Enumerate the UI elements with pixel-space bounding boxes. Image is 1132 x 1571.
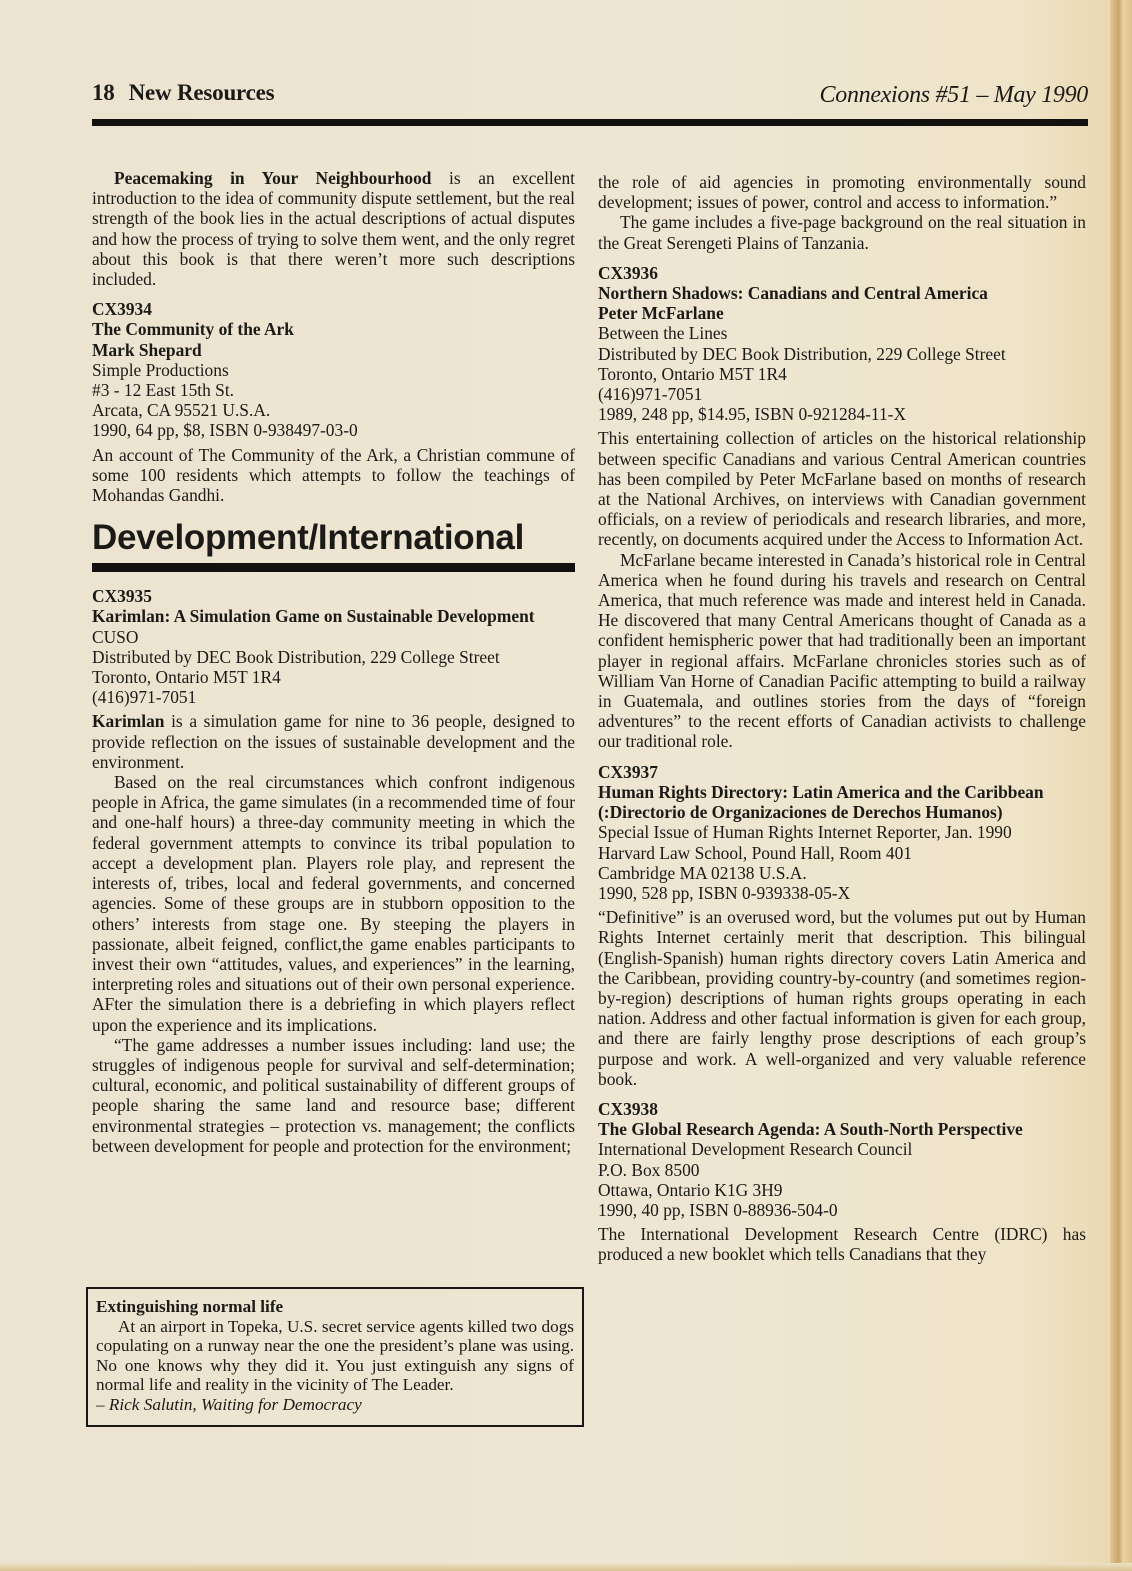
section-rule [92,563,575,572]
section-heading: Development/International [92,518,525,558]
entry-details: 1990, 64 pp, $8, ISBN 0-938497-03-0 [92,420,358,441]
entry-author: Peter McFarlane [598,303,724,324]
header-rule [92,119,1088,126]
entry-description: An account of The Community of the Ark, a Christian commune of some 100 residents which attempts to follow the teachings of Mohandas Gandhi. [92,444,575,506]
intro-paragraph: Peacemaking in Your Neighbourhood is an excellent introduction to the idea of community dispute settlement, but the real strength of the book lies in the actual descriptions of actual disputes and how the process of trying to solve them went, and the only regret about this book is that there weren’t more such descriptions included. [92,168,575,290]
entry-phone: (416)971-7051 [598,384,703,405]
entry-publisher: International Development Research Council [598,1139,913,1160]
intro-book-title: Peacemaking in Your Neighbourhood [114,168,432,188]
entry-publisher: Special Issue of Human Rights Internet Reporter, Jan. 1990 [598,822,1012,843]
entry-phone: (416)971-7051 [92,687,197,708]
entry-code: CX3935 [92,586,152,607]
entry-address: Cambridge MA 02138 U.S.A. [598,862,807,883]
entry-code: CX3936 [598,262,658,283]
entry-cx3936 [598,263,1086,752]
entry-address: Harvard Law School, Pound Hall, Room 401 [598,842,912,863]
right-column [598,172,1086,1265]
page-header [92,78,1088,112]
entry-title: Northern Shadows: Canadians and Central America [598,283,988,304]
entry-description: “Definitive” is an overused word, but the volumes put out by Human Rights Internet certainly merit that description. This bilingual (English-Spanish) human rights directory covers Latin America and the Caribbean, providing country-by-country (and sometimes region-by-region) descriptions of human rights groups operating in each nation. Address and other factual information is given for each group, and there are fairly lengthy prose descriptions of each group’s purpose and work. A well-organized and very valuable reference book. [598,907,1086,1089]
sidebar-quote-box [86,1287,584,1427]
entry-title: The Community of the Ark [92,319,294,340]
quote-attribution: – Rick Salutin, Waiting for Democracy [96,1394,362,1414]
entry-city: Toronto, Ontario M5T 1R4 [598,363,787,384]
entry-publisher: Simple Productions [92,359,229,380]
page-edge-shadow [1110,0,1132,1571]
entry-description: Karimlan is a simulation game for nine to 36 people, designed to provide reflection on the issues of sustainable development and the environment. [92,711,575,772]
entry-paragraph: “The game addresses a number issues including: land use; the struggles of indigenous people for survival and self-determination; cultural, economic, and political sustainability of different groups of people sharing the same land and resource base; different environmental strategies – protection vs. management; the conflicts between development for people and protection for the environment; [92,1034,575,1156]
entry-details: 1990, 528 pp, ISBN 0-939338-05-X [598,882,851,903]
entry-paragraph: Based on the real circumstances which confront indigenous people in Africa, the game simulates (in a recommended time of four and one-half hours) a three-day community meeting in which the federal government attempts to convince its tribal population to accept a development plan. Players role play, and represent the interests of, tribes, local and federal governments, and concerned agencies. Some of these groups are in stubborn opposition to the others’ interests from stage one. By steeping the players in passionate, albeit feigned, conflict,the game enables participants to invest their own “attitudes, values, and experiences” in the learning, interpreting roles and situations out of their own personal experience. AFter the simulation there is a debriefing in which players reflect upon the experience and its implications. [92,772,575,1035]
entry-address: P.O. Box 8500 [598,1159,700,1180]
entry-code: CX3938 [598,1098,658,1119]
entry-cx3938 [598,1099,1086,1265]
entry-author: Mark Shepard [92,339,202,360]
quote-text: At an airport in Topeka, U.S. secret service agents killed two dogs copulating on a runway near the one the president’s plane was using. No one knows why they did it. You just extinguish any signs of normal life and reality in the vicinity of The Leader. [96,1316,574,1395]
entry-title: Karimlan: A Simulation Game on Sustainable Development [92,606,535,627]
entry-title: The Global Research Agenda: A South-North Perspective [598,1119,1023,1140]
entry-cx3934 [92,299,575,505]
page-number: 18 [92,80,115,105]
entry-distributor: Distributed by DEC Book Distribution, 229 College Street [92,646,500,667]
entry-distributor: Distributed by DEC Book Distribution, 229 College Street [598,343,1006,364]
entry-code: CX3934 [92,299,152,320]
continued-paragraph: the role of aid agencies in promoting environmentally sound development; issues of power, control and access to information.” [598,172,1086,213]
header-left [92,80,274,106]
entry-details: 1989, 248 pp, $14.95, ISBN 0-921284-11-X [598,404,907,425]
entry-paragraph: McFarlane became interested in Canada’s historical role in Central America when he found during his travels and research on Central America, that much reference was made and interest held in Canada. He discovered that many Central Americans thought of Canada as a confident hemispheric power that had traditionally been an important player in regional affairs. McFarlane chronicles stories such as of William Van Horne of Canadian Pacific attempting to build a railway in Guatemala, and outlines stories from the days of “foreign adventures” to the recent efforts of Canadian activists to challenge our traditional role. [598,549,1086,752]
entry-code: CX3937 [598,761,658,782]
entry-description: This entertaining collection of articles on the historical relationship between specific Canadians and various Central American countries has been compiled by Peter McFarlane based on months of research at the National Archives, on interviews with Canadian government officials, on a review of periodicals and research libraries, and more, recently, on documents acquired under the Access to Information Act. [598,428,1086,550]
entry-address: Arcata, CA 95521 U.S.A. [92,400,271,421]
entry-address: Ottawa, Ontario K1G 3H9 [598,1179,783,1200]
game-name: Karimlan [92,711,165,732]
entry-details: 1990, 40 pp, ISBN 0-88936-504-0 [598,1199,838,1220]
page-bottom-edge [0,1563,1132,1571]
entry-address: #3 - 12 East 15th St. [92,380,235,401]
entry-cx3937 [598,762,1086,1089]
continued-paragraph: The game includes a five-page background on the real situation in the Great Serengeti Plains of Tanzania. [598,212,1086,253]
entry-cx3935 [92,586,575,1156]
entry-publisher: CUSO [92,626,139,647]
section-title: New Resources [128,80,275,105]
quote-title: Extinguishing normal life [96,1297,284,1316]
entry-description: The International Development Research Centre (IDRC) has produced a new booklet which tells Canadians that they [598,1224,1086,1265]
entry-city: Toronto, Ontario M5T 1R4 [92,667,281,688]
publication-title: Connexions #51 – May 1990 [819,82,1088,108]
entry-title: Human Rights Directory: Latin America and the Caribbean (:Directorio de Organizaciones de Derechos Humanos) [598,781,1044,823]
left-column [92,168,575,1156]
entry-publisher: Between the Lines [598,323,728,344]
